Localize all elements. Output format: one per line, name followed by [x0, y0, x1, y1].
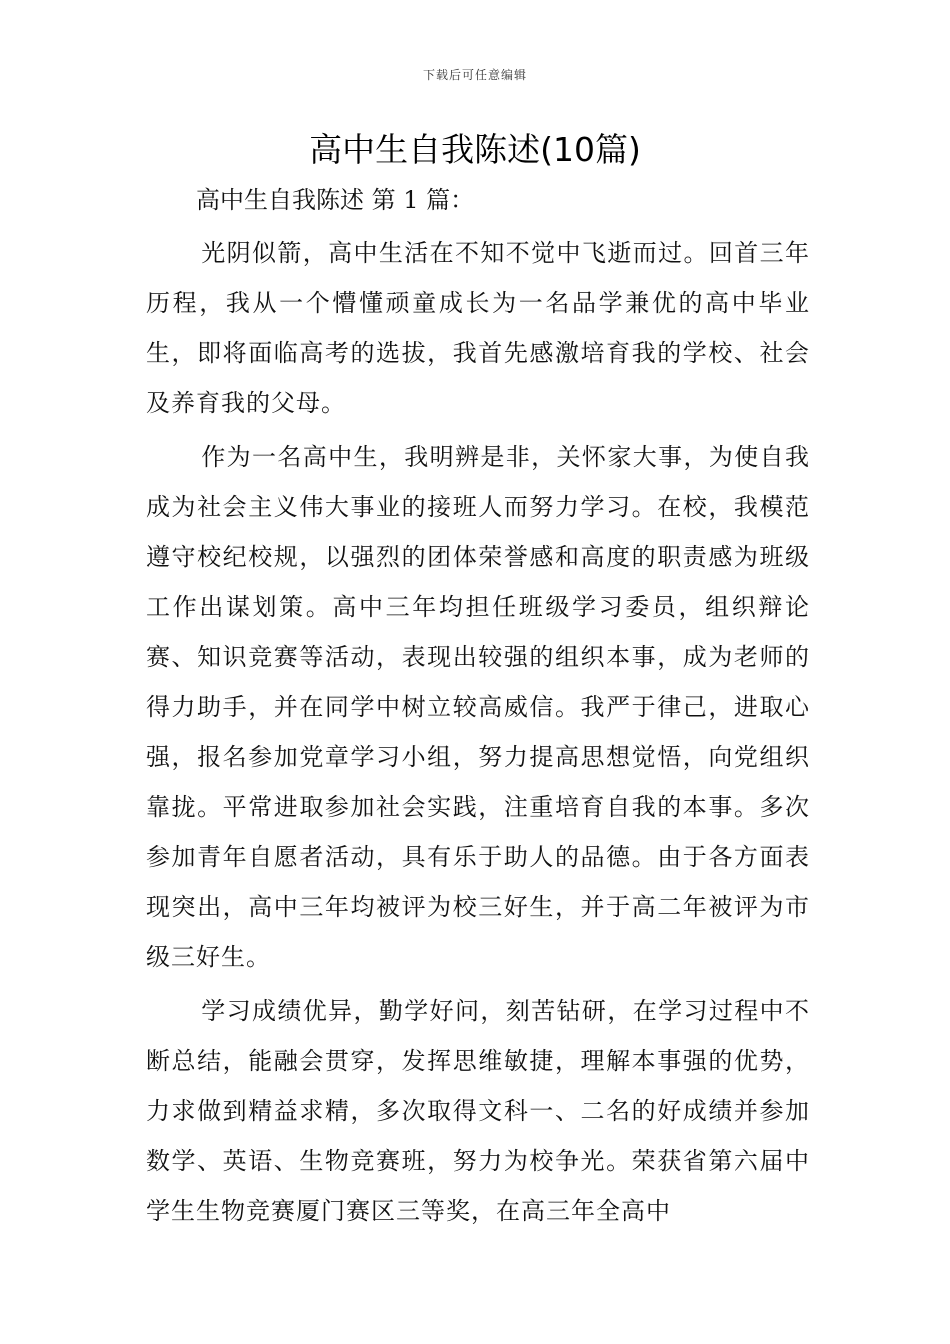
section-heading: 高中生自我陈述 第 1 篇：: [196, 186, 475, 214]
document-title: 高中生自我陈述(10篇): [309, 130, 641, 169]
paragraph-1: 光阴似箭，高中生活在不知不觉中飞逝而过。回首三年历程，我从一个懵懂顽童成长为一名品学兼优的高中毕业生，即将面临高考的选拔，我首先感激培育我的学校、社会及养育我的父母。: [146, 239, 810, 417]
header-note: 下载后可任意编辑: [422, 68, 527, 82]
document-body: [146, 228, 810, 1240]
paragraph-3: 学习成绩优异，勤学好问，刻苦钻研，在学习过程中不断总结，能融会贯穿，发挥思维敏捷，理解本事强的优势，力求做到精益求精，多次取得文科一、二名的好成绩并参加数学、英语、生物竞赛班，努力为校争光。荣获省第六届中学生生物竞赛厦门赛区三等奖，在高三年全高中: [146, 997, 810, 1225]
paragraph-2: 作为一名高中生，我明辨是非，关怀家大事，为使自我成为社会主义伟大事业的接班人而努力学习。在校，我模范遵守校纪校规，以强烈的团体荣誉感和高度的职责感为班级工作出谋划策。高中三年均担任班级学习委员，组织辩论赛、知识竞赛等活动，表现出较强的组织本事，成为老师的得力助手，并在同学中树立较高威信。我严于律己，进取心强，报名参加党章学习小组，努力提高思想觉悟，向党组织靠拢。平常进取参加社会实践，注重培育自我的本事。多次参加青年自愿者活动，具有乐于助人的品德。由于各方面表现突出，高中三年均被评为校三好生，并于高二年被评为市级三好生。: [146, 443, 810, 971]
